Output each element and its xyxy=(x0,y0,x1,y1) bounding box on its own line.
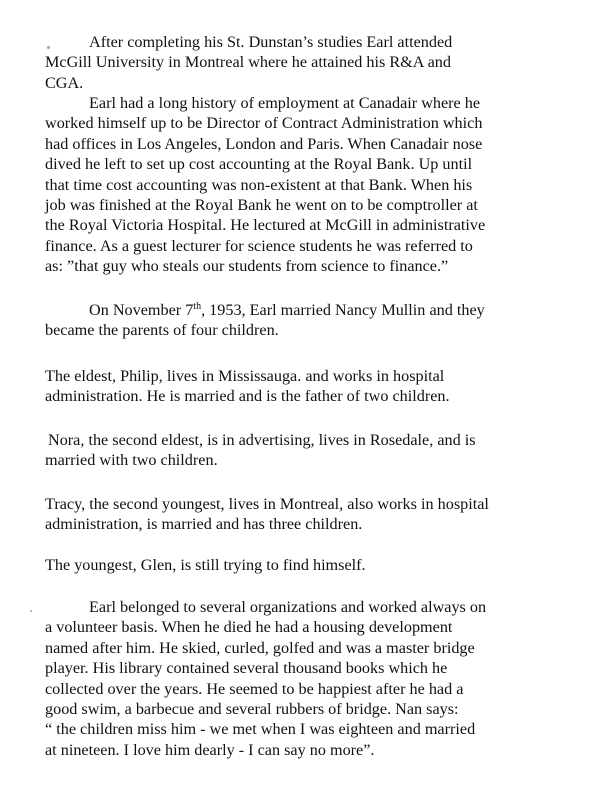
text-line: The eldest, Philip, lives in Mississauga. and works in hospital xyxy=(45,367,445,385)
paragraph-nora xyxy=(45,430,585,471)
text-line: CGA. xyxy=(45,73,84,92)
paragraph-philip xyxy=(45,366,585,407)
text-line: job was finished at the Royal Bank he went on to be comptroller at xyxy=(45,196,478,215)
text-line: The youngest, Glen, is still trying to find himself. xyxy=(45,556,366,574)
paragraph-marriage xyxy=(45,300,585,341)
text-line: collected over the years. He seemed to be happiest after he had a xyxy=(45,679,464,698)
paragraph-career xyxy=(45,93,585,277)
paragraph-tracy xyxy=(45,494,585,535)
text-line xyxy=(45,300,585,320)
text-line: Earl belonged to several organizations and worked always on xyxy=(89,598,487,616)
text-fragment: , 1953, Earl married Nancy Mullin and they xyxy=(201,301,485,319)
text-line: worked himself up to be Director of Contract Administration which xyxy=(45,114,483,133)
text-line: player. His library contained several thousand books which he xyxy=(45,659,448,678)
text-line: as: ”that guy who steals our students from science to finance.” xyxy=(45,257,449,276)
text-line: a volunteer basis. When he died he had a housing development xyxy=(45,618,453,637)
paragraph-organizations xyxy=(45,597,585,760)
paragraph-glen xyxy=(45,555,585,575)
text-line: named after him. He skied, curled, golfed and was a master bridge xyxy=(45,638,475,657)
scan-speck xyxy=(47,46,50,49)
text-line: finance. As a guest lecturer for science students he was referred to xyxy=(45,236,473,255)
text-line: McGill University in Montreal where he attained his R&A and xyxy=(45,53,451,72)
text-line: Nora, the second eldest, is in advertising, lives in Rosedale, and is xyxy=(48,431,476,449)
text-line: Tracy, the second youngest, lives in Montreal, also works in hospital xyxy=(45,495,489,513)
text-line: married with two children. xyxy=(45,451,218,470)
text-line: dived he left to set up cost accounting at the Royal Bank. Up until xyxy=(45,155,473,174)
text-line: After completing his St. Dunstan’s studies Earl attended xyxy=(89,33,453,51)
text-line: good swim, a barbecue and several rubbers of bridge. Nan says: xyxy=(45,700,459,719)
paragraph-education xyxy=(45,32,585,93)
text-line: administration. He is married and is the father of two children. xyxy=(45,387,450,406)
superscript: th xyxy=(193,301,202,312)
text-line: at nineteen. I love him dearly - I can say no more”. xyxy=(45,740,375,759)
text-line: Earl had a long history of employment at Canadair where he xyxy=(89,94,481,112)
text-line: the Royal Victoria Hospital. He lectured at McGill in administrative xyxy=(45,216,486,235)
scan-speck xyxy=(30,610,32,612)
text-fragment: On November 7 xyxy=(89,301,194,319)
text-line: became the parents of four children. xyxy=(45,321,279,340)
text-line: “ the children miss him - we met when I was eighteen and married xyxy=(45,720,476,739)
text-line: that time cost accounting was non-existent at that Bank. When his xyxy=(45,175,473,194)
text-line: had offices in Los Angeles, London and Paris. When Canadair nose xyxy=(45,134,483,153)
text-line: administration, is married and has three children. xyxy=(45,515,363,534)
